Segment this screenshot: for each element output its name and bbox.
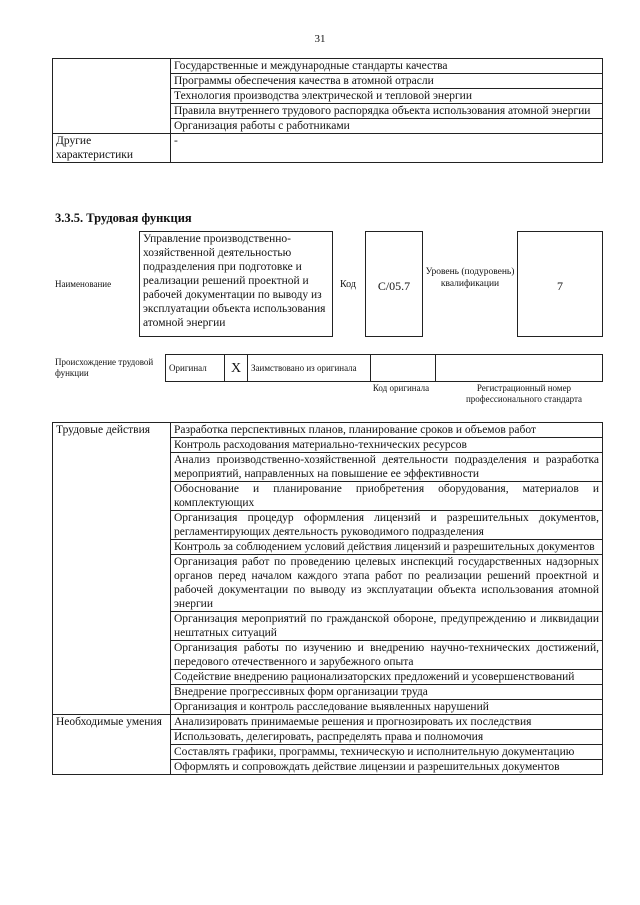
original-mark: X [225, 355, 248, 382]
knowledge-item: Программы обеспечения качества в атомной отрасли [171, 74, 603, 89]
labor-action-item: Организация работы по изучению и внедрению научно-технических достижений, передового отечественного и зарубежного опыта [171, 641, 603, 670]
labor-action-item: Контроль расходования материально-технических ресурсов [171, 438, 603, 453]
original-code-cell [371, 355, 436, 382]
knowledge-label-cell [53, 59, 171, 134]
labor-action-item: Организация процедур оформления лицензий и разрешительных документов, регламентирующих деятельность руководимого подразделения [171, 511, 603, 540]
labor-action-item: Обоснование и планирование приобретения оборудования, материалов и комплектующих [171, 482, 603, 511]
original-label: Оригинал [166, 355, 225, 382]
registration-caption: Регистрационный номер профессионального стандарта [465, 383, 583, 404]
labor-action-item: Организация и контроль расследование выявленных нарушений [171, 700, 603, 715]
knowledge-item: Технология производства электрической и тепловой энергии [171, 89, 603, 104]
function-code-box: C/05.7 [365, 231, 423, 337]
labor-action-item: Организация работ по проведению целевых инспекций государственных надзорных органов перед началом каждого этапа работ по реализации решений проектной и рабочей документации по выводу из эксплуатации объекта использования атомной энергии [171, 555, 603, 612]
labor-action-item: Внедрение прогрессивных форм организации труда [171, 685, 603, 700]
knowledge-table [52, 58, 603, 163]
skills-label: Необходимые умения [53, 715, 171, 775]
labor-actions-label: Трудовые действия [53, 423, 171, 715]
level-label: Уровень (подуровень) квалификации [425, 267, 515, 289]
origin-label: Происхождение трудовой функции [55, 357, 154, 378]
labor-action-item: Разработка перспективных планов, планирование сроков и объемов работ [171, 423, 603, 438]
function-name-box: Управление производственно-хозяйственной деятельностью подразделения при подготовке и реализации решений проектной и рабочей документации по выводу из эксплуатации объекта использования атомной энергии [139, 231, 333, 337]
code-label: Код [340, 279, 356, 290]
labor-action-item: Содействие внедрению рационализаторских предложений и усовершенствований [171, 670, 603, 685]
skill-item: Использовать, делегировать, распределять права и полномочия [171, 730, 603, 745]
registration-number-cell [436, 355, 603, 382]
labor-action-item: Организация мероприятий по гражданской обороне, предупреждению и ликвидации нештатных ситуаций [171, 612, 603, 641]
other-characteristics-value: - [171, 134, 603, 163]
labor-action-item: Анализ производственно-хозяйственной деятельности подразделения и разработка мероприятий, направленных на повышение ее эффективности [171, 453, 603, 482]
borrowed-label: Заимствовано из оригинала [248, 355, 371, 382]
knowledge-item: Правила внутреннего трудового распорядка объекта использования атомной энергии [171, 104, 603, 119]
name-label: Наименование [55, 279, 112, 289]
code-caption: Код оригинала [372, 383, 430, 393]
skill-item: Составлять графики, программы, техническую и исполнительную документацию [171, 745, 603, 760]
origin-table [165, 354, 603, 382]
section-title: 3.3.5. Трудовая функция [55, 211, 192, 225]
knowledge-item: Организация работы с работниками [171, 119, 603, 134]
other-characteristics-label: Другие характеристики [53, 134, 171, 163]
skill-item: Анализировать принимаемые решения и прогнозировать их последствия [171, 715, 603, 730]
qualification-level-box: 7 [517, 231, 603, 337]
knowledge-item: Государственные и международные стандарты качества [171, 59, 603, 74]
labor-action-item: Контроль за соблюдением условий действия лицензий и разрешительных документов [171, 540, 603, 555]
skill-item: Оформлять и сопровождать действие лицензии и разрешительных документов [171, 760, 603, 775]
page-number: 31 [314, 33, 326, 45]
labor-actions-table [52, 422, 603, 775]
